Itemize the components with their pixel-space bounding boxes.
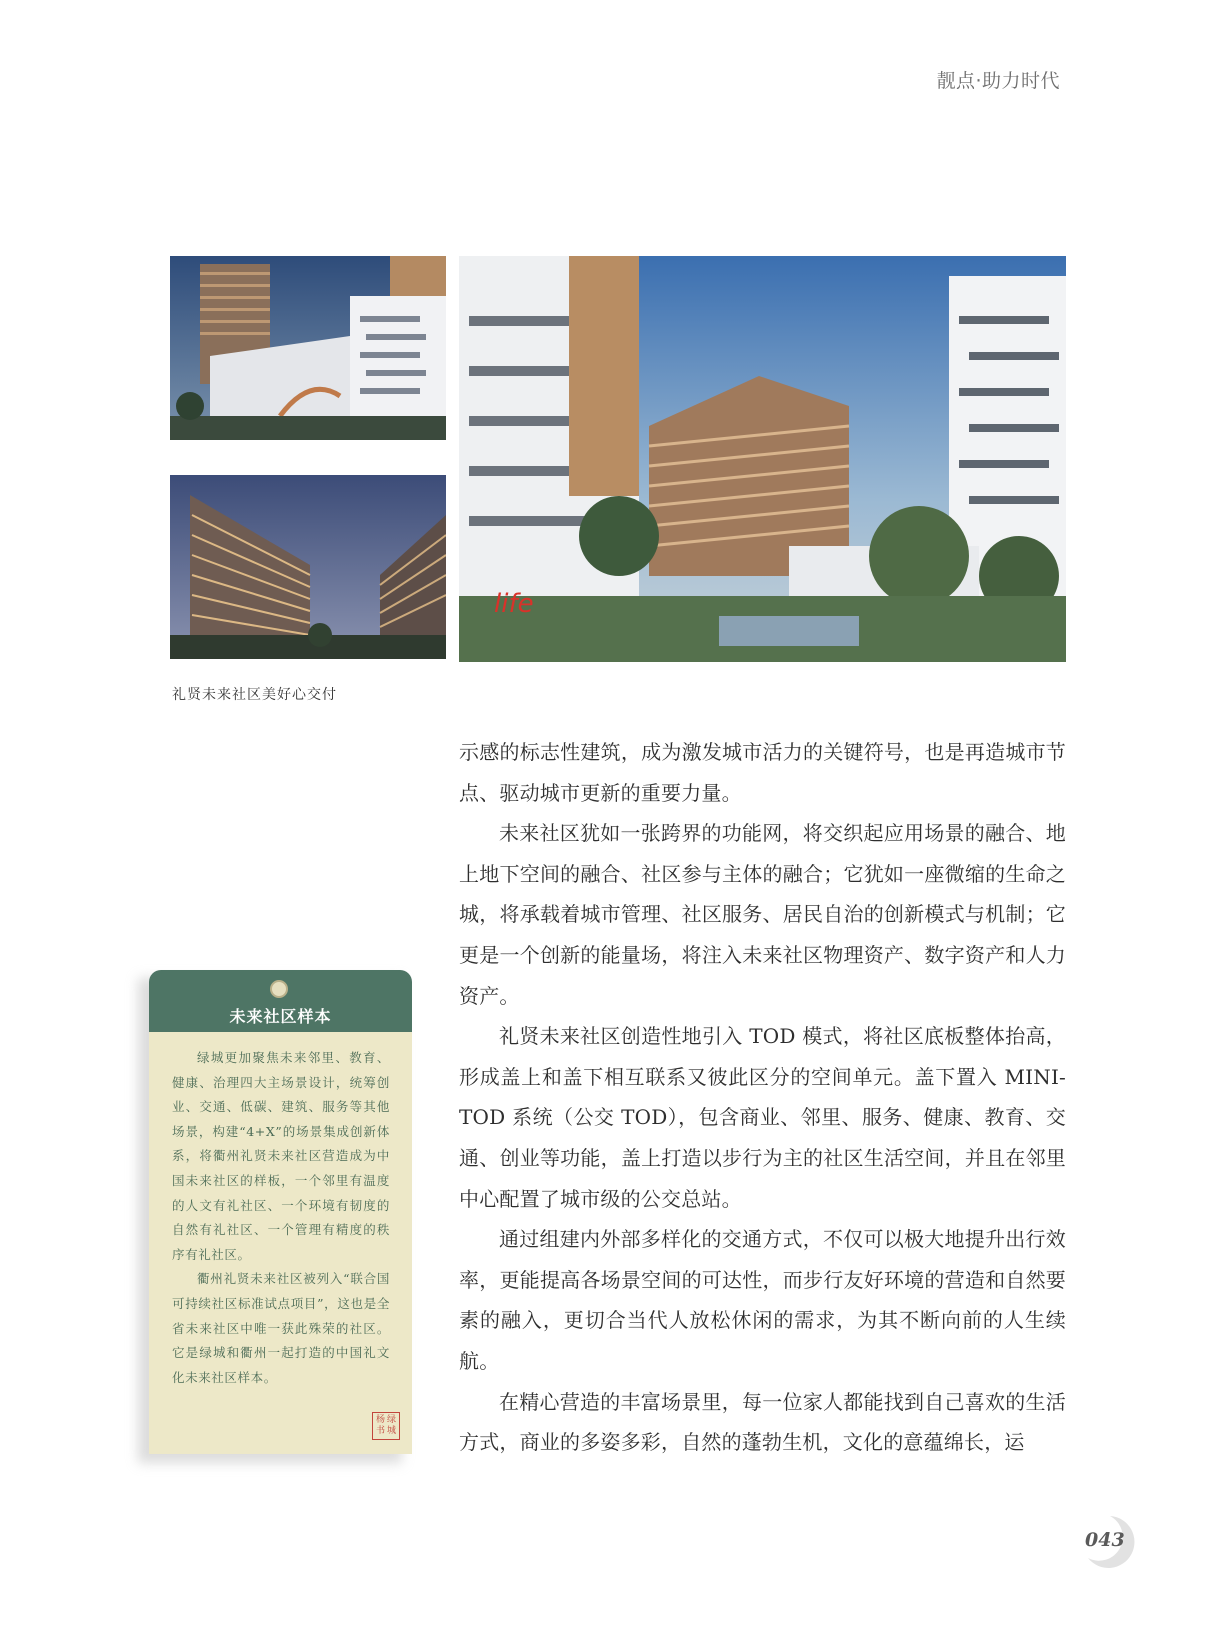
page-number: 043 bbox=[1085, 1529, 1125, 1551]
body-paragraph: 未来社区犹如一张跨界的功能网，将交织起应用场景的融合、地上地下空间的融合、社区参与主体的融合；它犹如一座微缩的生命之城，将承载着城市管理、社区服务、居民自治的创新模式与机制；它更是一个创新的能量场，将注入未来社区物理资产、数字资产和人力资产。 bbox=[459, 821, 1066, 1008]
body-paragraph: 示感的标志性建筑，成为激发城市活力的关键符号，也是再造城市节点、驱动城市更新的重要力量。 bbox=[459, 740, 1066, 805]
svg-text:life: life bbox=[494, 589, 534, 619]
seal-char: 书 bbox=[375, 1426, 385, 1436]
seal-stamp-icon bbox=[372, 1412, 400, 1440]
seal-char: 绿 bbox=[386, 1415, 396, 1425]
seal-char: 城 bbox=[386, 1426, 396, 1436]
sidebar-card bbox=[149, 970, 412, 1454]
tag-hole-icon bbox=[270, 980, 288, 998]
body-paragraph: 在精心营造的丰富场景里，每一位家人都能找到自己喜欢的生活方式，商业的多姿多彩，自然的蓬勃生机，文化的意蕴绵长，运 bbox=[459, 1389, 1066, 1455]
body-paragraph: 礼贤未来社区创造性地引入 TOD 模式，将社区底板整体抬高，形成盖上和盖下相互联系又彼此区分的空间单元。盖下置入 MINI-TOD 系统（公交 TOD），包含商业、邻里、服务、健康、教育、交通、创业等功能，盖上打造以步行为主的社区生活空间，并且在邻里中心配置了城市级的公交总站。 bbox=[459, 1024, 1066, 1211]
sidebar-panel bbox=[149, 1032, 412, 1454]
body-paragraph: 通过组建内外部多样化的交通方式，不仅可以极大地提升出行效率，更能提高各场景空间的可达性，而步行友好环境的营造和自然要素的融入，更切合当代人放松休闲的需求，为其不断向前的人生续航。 bbox=[459, 1227, 1066, 1373]
seal-char: 杨 bbox=[375, 1415, 385, 1425]
running-header: 靓点·助力时代 bbox=[936, 70, 1060, 92]
sidebar-paragraph: 衢州礼贤未来社区被列入“联合国可持续社区标准试点项目”，这也是全省未来社区中唯一获此殊荣的社区。它是绿城和衢州一起打造的中国礼文化未来社区样本。 bbox=[172, 1271, 390, 1385]
article-body bbox=[459, 732, 1066, 1463]
sidebar-paragraph: 绿城更加聚焦未来邻里、教育、健康、治理四大主场景设计，统筹创业、交通、低碳、建筑、服务等其他场景，构建“4+X”的场景集成创新体系，将衢州礼贤未来社区营造成为中国未来社区的样板，一个邻里有温度的人文有礼社区、一个环境有韧度的自然有礼社区、一个管理有精度的秩序有礼社区。 bbox=[172, 1050, 390, 1262]
building-photo-top-left bbox=[170, 256, 446, 440]
building-photo-bottom-left bbox=[170, 475, 446, 659]
sidebar-title: 未来社区样本 bbox=[229, 1007, 332, 1026]
photo-caption: 礼贤未来社区美好心交付 bbox=[172, 687, 337, 703]
sidebar-text bbox=[172, 1046, 390, 1390]
building-photo-main bbox=[459, 256, 1066, 662]
